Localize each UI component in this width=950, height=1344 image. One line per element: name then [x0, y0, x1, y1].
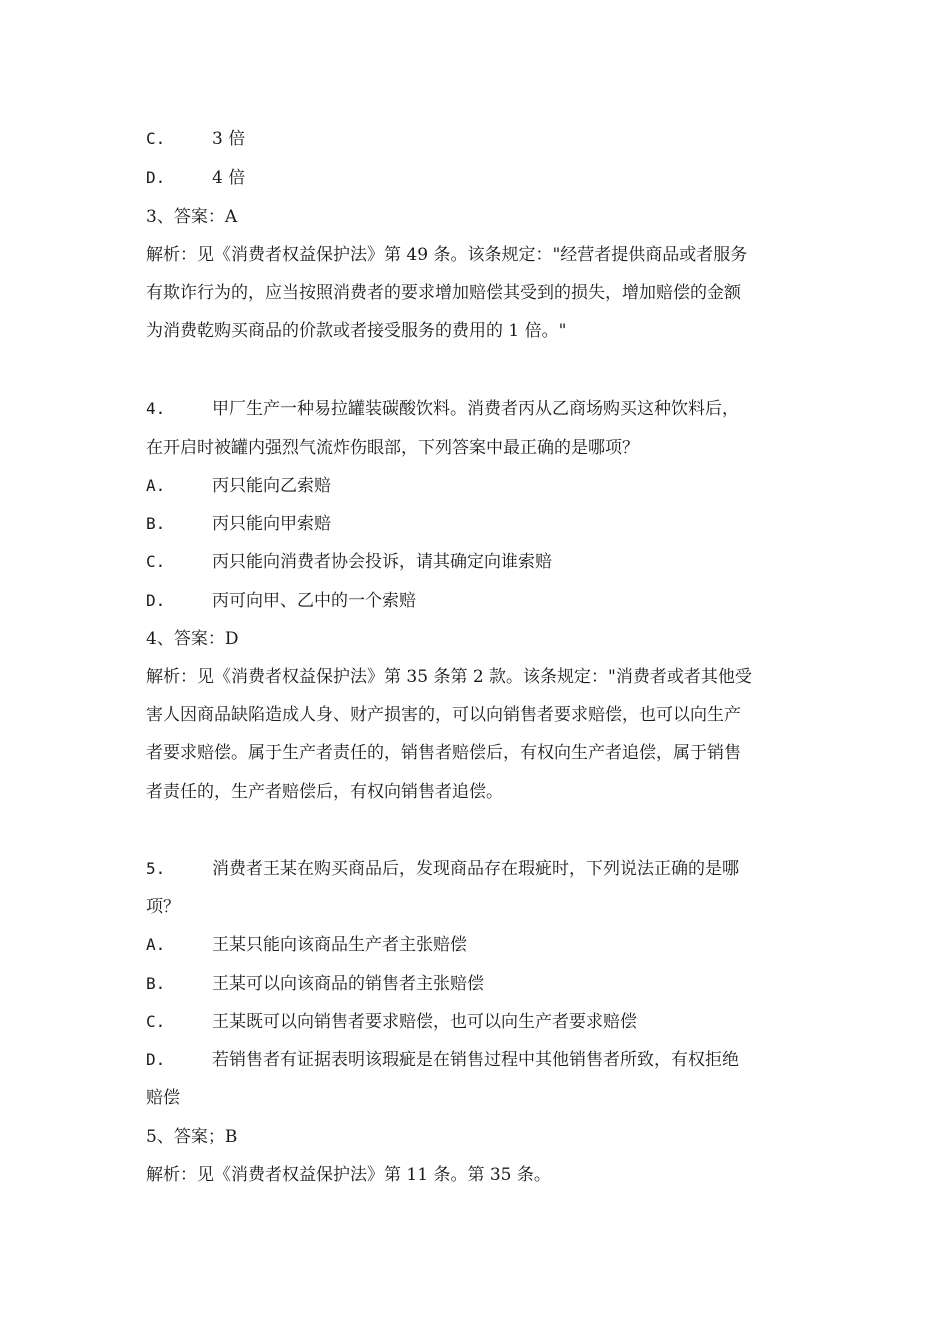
- question-number: 4.: [146, 399, 166, 418]
- option-mark: D.: [146, 168, 166, 187]
- q3-answer: 3、答案：A: [146, 207, 238, 227]
- option-mark: D.: [146, 591, 166, 610]
- q5-answer: 5、答案；B: [146, 1127, 238, 1147]
- question-number: 5.: [146, 859, 166, 878]
- q4-stem-line-2: 在开启时被罐内强烈气流炸伤眼部，下列答案中最正确的是哪项？: [146, 438, 639, 458]
- option-mark: D.: [146, 1050, 166, 1069]
- question-text: 甲厂生产一种易拉罐装碳酸饮料。消费者丙从乙商场购买这种饮料后，: [212, 399, 739, 419]
- option-mark: B.: [146, 974, 166, 993]
- q3-option-d: [146, 166, 245, 190]
- q3-option-c: [146, 127, 245, 151]
- q5-analysis-line-1: 解析：见《消费者权益保护法》第 11 条。第 35 条。: [146, 1165, 551, 1185]
- q4-analysis-line-4: 者责任的，生产者赔偿后，有权向销售者追偿。: [146, 782, 503, 802]
- option-mark: A.: [146, 476, 166, 495]
- q3-analysis-line-1: 解析：见《消费者权益保护法》第 49 条。该条规定："经营者提供商品或者服务: [146, 245, 748, 265]
- option-text: 4 倍: [212, 168, 246, 188]
- option-mark: C.: [146, 552, 166, 571]
- option-text: 王某既可以向销售者要求赔偿，也可以向生产者要求赔偿: [212, 1012, 637, 1032]
- option-mark: C.: [146, 129, 166, 148]
- q4-option-d: [146, 589, 416, 613]
- option-text: 王某只能向该商品生产者主张赔偿: [212, 935, 467, 955]
- q5-option-d-continued: 赔偿: [146, 1088, 180, 1108]
- q5-option-b: [146, 972, 484, 996]
- q3-analysis-line-3: 为消费乾购买商品的价款或者接受服务的费用的 1 倍。": [146, 321, 567, 341]
- q5-option-d: [146, 1048, 739, 1072]
- q5-stem-line-1: [146, 857, 739, 881]
- option-text: 丙只能向消费者协会投诉，请其确定向谁索赔: [212, 552, 552, 572]
- option-text: 丙只能向甲索赔: [212, 514, 331, 534]
- option-mark: C.: [146, 1012, 166, 1031]
- q5-option-c: [146, 1010, 637, 1034]
- q4-option-b: [146, 512, 331, 536]
- q5-option-a: [146, 933, 467, 957]
- option-text: 若销售者有证据表明该瑕疵是在销售过程中其他销售者所致，有权拒绝: [212, 1050, 739, 1070]
- q4-option-c: [146, 550, 552, 574]
- option-mark: B.: [146, 514, 166, 533]
- q5-stem-line-2: 项？: [146, 897, 180, 917]
- option-text: 丙可向甲、乙中的一个索赔: [212, 591, 416, 611]
- question-text: 消费者王某在购买商品后，发现商品存在瑕疵时，下列说法正确的是哪: [212, 859, 739, 879]
- option-mark: A.: [146, 935, 166, 954]
- q4-analysis-line-3: 者要求赔偿。属于生产者责任的，销售者赔偿后，有权向生产者追偿，属于销售: [146, 743, 741, 763]
- option-text: 3 倍: [212, 129, 246, 149]
- q4-stem-line-1: [146, 397, 739, 421]
- q4-answer: 4、答案：D: [146, 629, 239, 649]
- option-text: 丙只能向乙索赔: [212, 476, 331, 496]
- q4-option-a: [146, 474, 331, 498]
- q4-analysis-line-2: 害人因商品缺陷造成人身、财产损害的，可以向销售者要求赔偿，也可以向生产: [146, 705, 741, 725]
- q3-analysis-line-2: 有欺诈行为的，应当按照消费者的要求增加赔偿其受到的损失，增加赔偿的金额: [146, 283, 741, 303]
- q4-analysis-line-1: 解析：见《消费者权益保护法》第 35 条第 2 款。该条规定："消费者或者其他受: [146, 667, 752, 687]
- option-text: 王某可以向该商品的销售者主张赔偿: [212, 974, 484, 994]
